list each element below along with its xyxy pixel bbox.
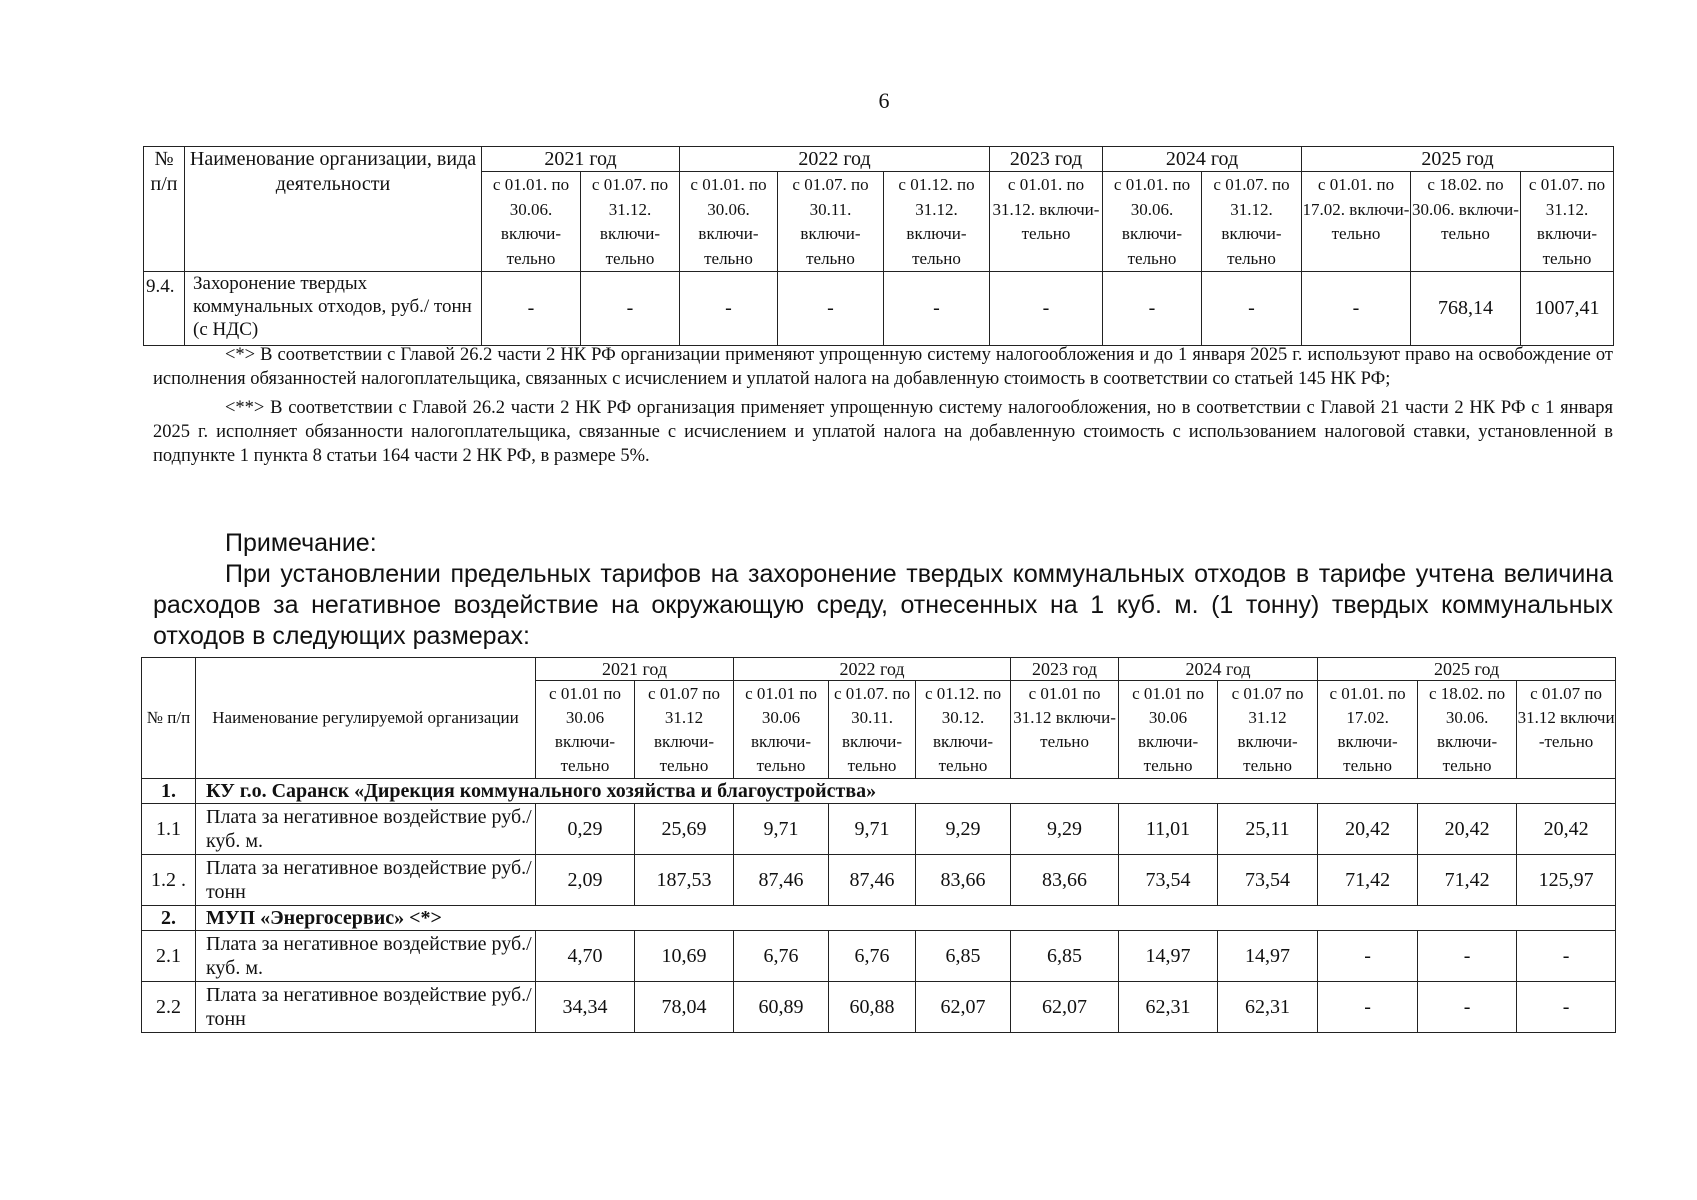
column-header-number: № п/п — [144, 147, 185, 272]
table-row — [142, 982, 1616, 1033]
year-header: 2021 год — [482, 147, 680, 172]
table-cell: 62,31 — [1218, 982, 1318, 1033]
table-cell: 768,14 — [1411, 272, 1521, 346]
row-name: Плата за негативное воздействие руб./ куб. м. — [196, 931, 536, 982]
table-cell: 0,29 — [536, 804, 635, 855]
row-number: 1.2 . — [142, 855, 196, 906]
table-cell: 78,04 — [635, 982, 734, 1033]
period-header: с 18.02. по 30.06. включи-тельно — [1418, 681, 1517, 779]
table-cell: 6,85 — [916, 931, 1011, 982]
footnote: <*> В соответствии с Главой 26.2 части 2 НК РФ организации применяют упрощенную систему налогообложения и до 1 января 2025 г. используют право на освобождение от исполнения обязанностей налогоплательщика, связанных с исчислением и уплатой налога на добавленную стоимость в соответствии со статьей 145 НК РФ; — [153, 345, 1613, 389]
row-name: Плата за негативное воздействие руб./ куб. м. — [196, 804, 536, 855]
table-cell: - — [990, 272, 1103, 346]
period-header: с 01.01. по 17.02. включи-тельно — [1318, 681, 1418, 779]
table-cell: 83,66 — [916, 855, 1011, 906]
table-cell: 6,76 — [829, 931, 916, 982]
table-cell: 87,46 — [829, 855, 916, 906]
table-cell: - — [1302, 272, 1411, 346]
section-row — [142, 906, 1616, 931]
table-cell: 71,42 — [1318, 855, 1418, 906]
table-cell: - — [1418, 982, 1517, 1033]
table-cell: 9,29 — [1011, 804, 1119, 855]
period-header: с 01.12. по 30.12. включи-тельно — [916, 681, 1011, 779]
year-header: 2023 год — [990, 147, 1103, 172]
row-number: 2.2 — [142, 982, 196, 1033]
remark-heading: Примечание: — [225, 529, 377, 557]
table-cell: 1007,41 — [1521, 272, 1614, 346]
environmental-fee-table — [141, 657, 1616, 1033]
period-header: с 01.01 по 30.06 включи-тельно — [536, 681, 635, 779]
table-cell: 20,42 — [1318, 804, 1418, 855]
table-cell: 20,42 — [1517, 804, 1616, 855]
table-cell: - — [1517, 931, 1616, 982]
table-cell: 62,07 — [916, 982, 1011, 1033]
table-cell: 9,71 — [829, 804, 916, 855]
period-header: с 01.07. по 31.12. включи-тельно — [1202, 172, 1302, 272]
table-cell: 83,66 — [1011, 855, 1119, 906]
remark-text: При установлении предельных тарифов на захоронение твердых коммунальных отходов в тарифе учтена величина расходов за негативное воздействие на окружающую среду, отнесенных на 1 куб. м. (1 тонну) твердых коммунальных отходов в следующих размерах: — [153, 560, 1613, 650]
period-header: с 01.01 по 30.06 включи-тельно — [1119, 681, 1218, 779]
year-header: 2021 год — [536, 658, 734, 681]
page-number: 6 — [878, 88, 890, 113]
period-header: с 01.07. по 31.12. включи-тельно — [1521, 172, 1614, 272]
year-header: 2024 год — [1103, 147, 1302, 172]
table-cell: - — [482, 272, 581, 346]
table-cell: - — [1318, 982, 1418, 1033]
table-cell: - — [1202, 272, 1302, 346]
year-header: 2025 год — [1302, 147, 1614, 172]
year-header: 2022 год — [680, 147, 990, 172]
table-row — [144, 272, 1614, 346]
period-header: с 01.01. по 30.06. включи-тельно — [482, 172, 581, 272]
column-header-name: Наименование организации, вида деятельности — [185, 147, 482, 272]
table-row — [142, 931, 1616, 982]
remark-block — [153, 528, 1613, 652]
period-header: с 01.01. по 30.06. включи-тельно — [1103, 172, 1202, 272]
table-cell: 187,53 — [635, 855, 734, 906]
year-header: 2025 год — [1318, 658, 1616, 681]
table-cell: 125,97 — [1517, 855, 1616, 906]
period-header: с 01.01. по 17.02. включи-тельно — [1302, 172, 1411, 272]
table-cell: 87,46 — [734, 855, 829, 906]
period-header: с 01.07. по 31.12. включи-тельно — [581, 172, 680, 272]
period-header: с 01.01 по 30.06 включи-тельно — [734, 681, 829, 779]
table-cell: - — [680, 272, 778, 346]
period-header: с 18.02. по 30.06. включи-тельно — [1411, 172, 1521, 272]
period-header: с 01.01. по 31.12. включи-тельно — [990, 172, 1103, 272]
period-header: с 01.01. по 30.06. включи-тельно — [680, 172, 778, 272]
table-cell: 62,07 — [1011, 982, 1119, 1033]
section-number: 1. — [142, 779, 196, 804]
row-name: Захоронение твердых коммунальных отходов, руб./ тонн (с НДС) — [185, 272, 482, 346]
period-header: с 01.07 по 31.12 включи-тельно — [635, 681, 734, 779]
table-cell: 9,29 — [916, 804, 1011, 855]
table-cell: 60,88 — [829, 982, 916, 1033]
table-cell: 14,97 — [1119, 931, 1218, 982]
table-cell: 60,89 — [734, 982, 829, 1033]
table-cell: - — [1418, 931, 1517, 982]
table-cell: 25,69 — [635, 804, 734, 855]
footnotes — [153, 343, 1613, 468]
section-name: КУ г.о. Саранск «Дирекция коммунального хозяйства и благоустройства» — [196, 779, 1616, 804]
row-number: 9.4. — [144, 272, 185, 346]
table-cell: 14,97 — [1218, 931, 1318, 982]
section-number: 2. — [142, 906, 196, 931]
column-header-name: Наименование регулируемой организации — [196, 658, 536, 779]
row-number: 2.1 — [142, 931, 196, 982]
table-cell: 4,70 — [536, 931, 635, 982]
table-row — [142, 855, 1616, 906]
table-cell: 2,09 — [536, 855, 635, 906]
period-header: с 01.12. по 31.12. включи-тельно — [884, 172, 990, 272]
table-cell: 10,69 — [635, 931, 734, 982]
period-header: с 01.07 по 31.12 включи -тельно — [1517, 681, 1616, 779]
table-cell: - — [1318, 931, 1418, 982]
section-row — [142, 779, 1616, 804]
period-header: с 01.07. по 30.11. включи-тельно — [829, 681, 916, 779]
table-cell: 25,11 — [1218, 804, 1318, 855]
table-cell: - — [1517, 982, 1616, 1033]
period-header: с 01.07. по 30.11. включи-тельно — [778, 172, 884, 272]
section-name: МУП «Энергосервис» <*> — [196, 906, 1616, 931]
footnote: <**> В соответствии с Главой 26.2 части 2 НК РФ организация применяет упрощенную систему налогообложения, но в соответствии с Главой 21 части 2 НК РФ с 1 января 2025 г. исполняет обязанности налогоплательщика, связанные с исчислением и уплатой налога на добавленную стоимость с использованием налоговой ставки, установленной в подпункте 1 пункта 8 статьи 164 части 2 НК РФ, в размере 5%. — [153, 398, 1613, 466]
table-cell: - — [884, 272, 990, 346]
row-name: Плата за негативное воздействие руб./ тонн — [196, 855, 536, 906]
year-header: 2023 год — [1011, 658, 1119, 681]
table-cell: - — [778, 272, 884, 346]
tariff-table — [143, 146, 1614, 346]
year-header: 2022 год — [734, 658, 1011, 681]
table-cell: 6,85 — [1011, 931, 1119, 982]
table-cell: 20,42 — [1418, 804, 1517, 855]
period-header: с 01.07 по 31.12 включи-тельно — [1218, 681, 1318, 779]
table-cell: 34,34 — [536, 982, 635, 1033]
table-cell: - — [1103, 272, 1202, 346]
table-row — [142, 804, 1616, 855]
table-cell: 6,76 — [734, 931, 829, 982]
table-cell: - — [581, 272, 680, 346]
column-header-number: № п/п — [142, 658, 196, 779]
table-cell: 11,01 — [1119, 804, 1218, 855]
table-cell: 9,71 — [734, 804, 829, 855]
table-cell: 73,54 — [1218, 855, 1318, 906]
row-name: Плата за негативное воздействие руб./ тонн — [196, 982, 536, 1033]
table-cell: 73,54 — [1119, 855, 1218, 906]
table-cell: 71,42 — [1418, 855, 1517, 906]
year-header: 2024 год — [1119, 658, 1318, 681]
row-number: 1.1 — [142, 804, 196, 855]
table-cell: 62,31 — [1119, 982, 1218, 1033]
period-header: с 01.01 по 31.12 включи-тельно — [1011, 681, 1119, 779]
